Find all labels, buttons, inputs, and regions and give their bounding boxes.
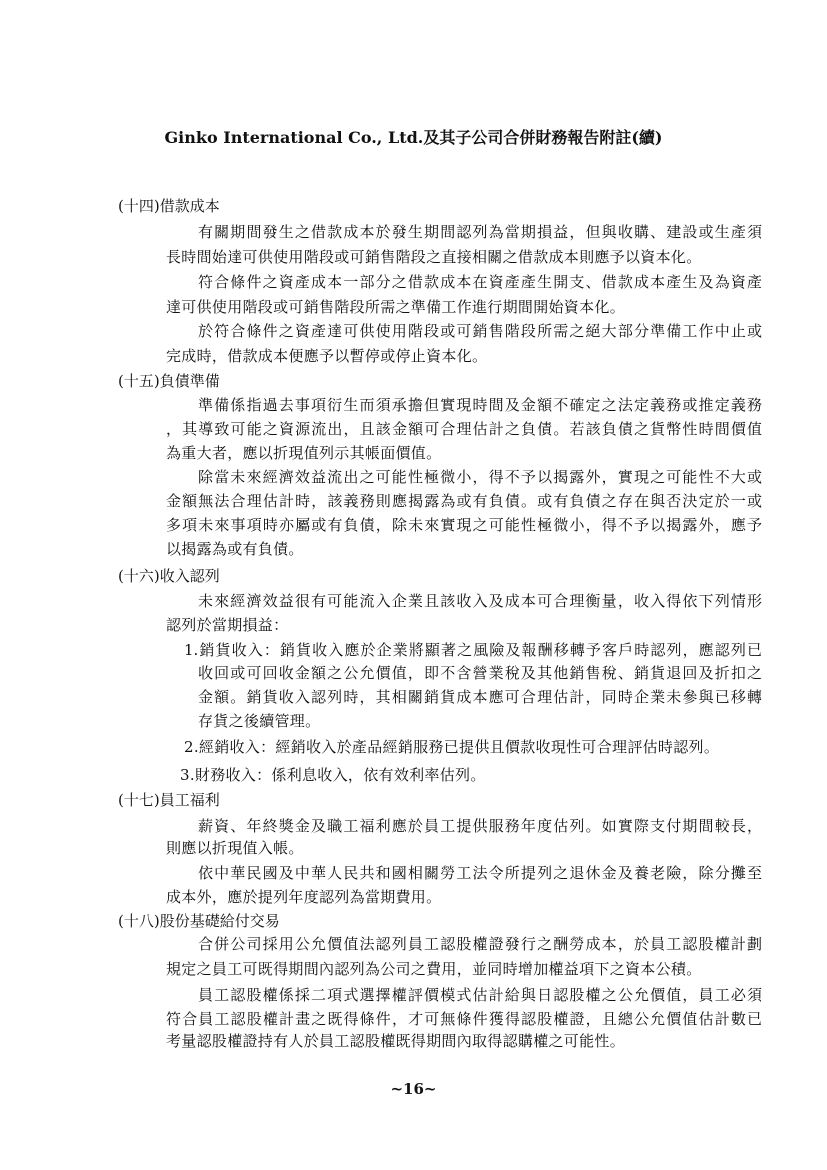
body-line: 薪資、年終獎金及職工福利應於員工提供服務年度估列。如實際支付期間較長， bbox=[198, 817, 762, 835]
section-heading-employee-benefits: (十七)員工福利 bbox=[118, 791, 220, 809]
section-heading-revenue-recognition: (十六)收入認列 bbox=[118, 567, 220, 585]
body-line: 達可供使用階段或可銷售階段所需之準備工作進行期間開始資本化。 bbox=[166, 298, 626, 316]
page-number: ~16~ bbox=[390, 1080, 437, 1098]
body-line: 規定之員工可既得期間內認列為公司之費用，並同時增加權益項下之資本公積。 bbox=[166, 960, 702, 978]
list-item-distribution-revenue: 2.經銷收入：經銷收入於產品經銷服務已提供且價款收現性可合理評估時認列。 bbox=[184, 738, 720, 756]
body-line: 以揭露為或有負債。 bbox=[166, 540, 304, 558]
body-line: 完成時，借款成本便應予以暫停或停止資本化。 bbox=[166, 347, 488, 365]
body-line: 存貨之後續管理。 bbox=[198, 712, 321, 730]
body-line: 未來經濟效益很有可能流入企業且該收入及成本可合理衡量，收入得依下列情形 bbox=[198, 592, 762, 610]
body-line: 長時間始達可供使用階段或可銷售階段之直接相關之借款成本則應予以資本化。 bbox=[166, 248, 702, 266]
body-line: 符合員工認股權計畫之既得條件，才可無條件獲得認股權證，且總公允價值估計數已 bbox=[166, 1010, 762, 1028]
section-heading-provisions: (十五)負債準備 bbox=[118, 372, 220, 390]
body-line: 則應以折現值入帳。 bbox=[166, 839, 304, 857]
list-item-finance-revenue: 3.財務收入：係利息收入，依有效利率估列。 bbox=[180, 766, 486, 784]
body-line: 準備係指過去事項衍生而須承擔但實現時間及金額不確定之法定義務或推定義務 bbox=[198, 396, 762, 414]
body-line: 有關期間發生之借款成本於發生期間認列為當期損益，但與收購、建設或生產須 bbox=[198, 223, 762, 241]
body-line: 考量認股權證持有人於員工認股權既得期間內取得認購權之可能性。 bbox=[166, 1032, 626, 1050]
body-line: 金額無法合理估計時，該義務則應揭露為或有負債。或有負債之存在與否決定於一或 bbox=[166, 492, 762, 510]
body-line: 成本外，應於提列年度認列為當期費用。 bbox=[166, 888, 442, 906]
body-line: 除當未來經濟效益流出之可能性極微小，得不予以揭露外，實現之可能性不大或 bbox=[198, 468, 762, 486]
body-line: 多項未來事項時亦屬或有負債，除未來實現之可能性極微小，得不予以揭露外，應予 bbox=[166, 516, 762, 534]
list-item-sales-revenue: 1.銷貨收入：銷貨收入應於企業將顯著之風險及報酬移轉予客戶時認列，應認列已 bbox=[184, 641, 762, 659]
body-line: 為重大者，應以折現值列示其帳面價值。 bbox=[166, 444, 442, 462]
document-title: Ginko International Co., Ltd.及其子公司合併財務報告附註(續) bbox=[164, 128, 663, 147]
body-line: 依中華民國及中華人民共和國相關勞工法令所提列之退休金及養老險，除分攤至 bbox=[198, 864, 762, 882]
body-line: 符合條件之資產成本一部分之借款成本在資產產生開支、借款成本產生及為資產 bbox=[198, 273, 762, 291]
body-line: 員工認股權係採二項式選擇權評價模式估計給與日認股權之公允價值，員工必須 bbox=[198, 986, 762, 1004]
body-line: 收回或可回收金額之公允價值，即不含營業稅及其他銷售稅、銷貨退回及折扣之 bbox=[198, 664, 762, 682]
body-line: 認列於當期損益： bbox=[166, 616, 289, 634]
section-heading-share-based-payment: (十八)股份基礎給付交易 bbox=[118, 912, 280, 930]
body-line: 金額。銷貨收入認列時，其相關銷貨成本應可合理估計，同時企業未參與已移轉 bbox=[198, 688, 762, 706]
body-line: ，其導致可能之資源流出，且該金額可合理估計之負債。若該負債之貨幣性時間價值 bbox=[166, 420, 762, 438]
body-line: 於符合條件之資產達可供使用階段或可銷售階段所需之絕大部分準備工作中止或 bbox=[198, 322, 762, 340]
body-line: 合併公司採用公允價值法認列員工認股權證發行之酬勞成本，於員工認股權計劃 bbox=[198, 935, 762, 953]
section-heading-borrowing-costs: (十四)借款成本 bbox=[118, 197, 220, 215]
